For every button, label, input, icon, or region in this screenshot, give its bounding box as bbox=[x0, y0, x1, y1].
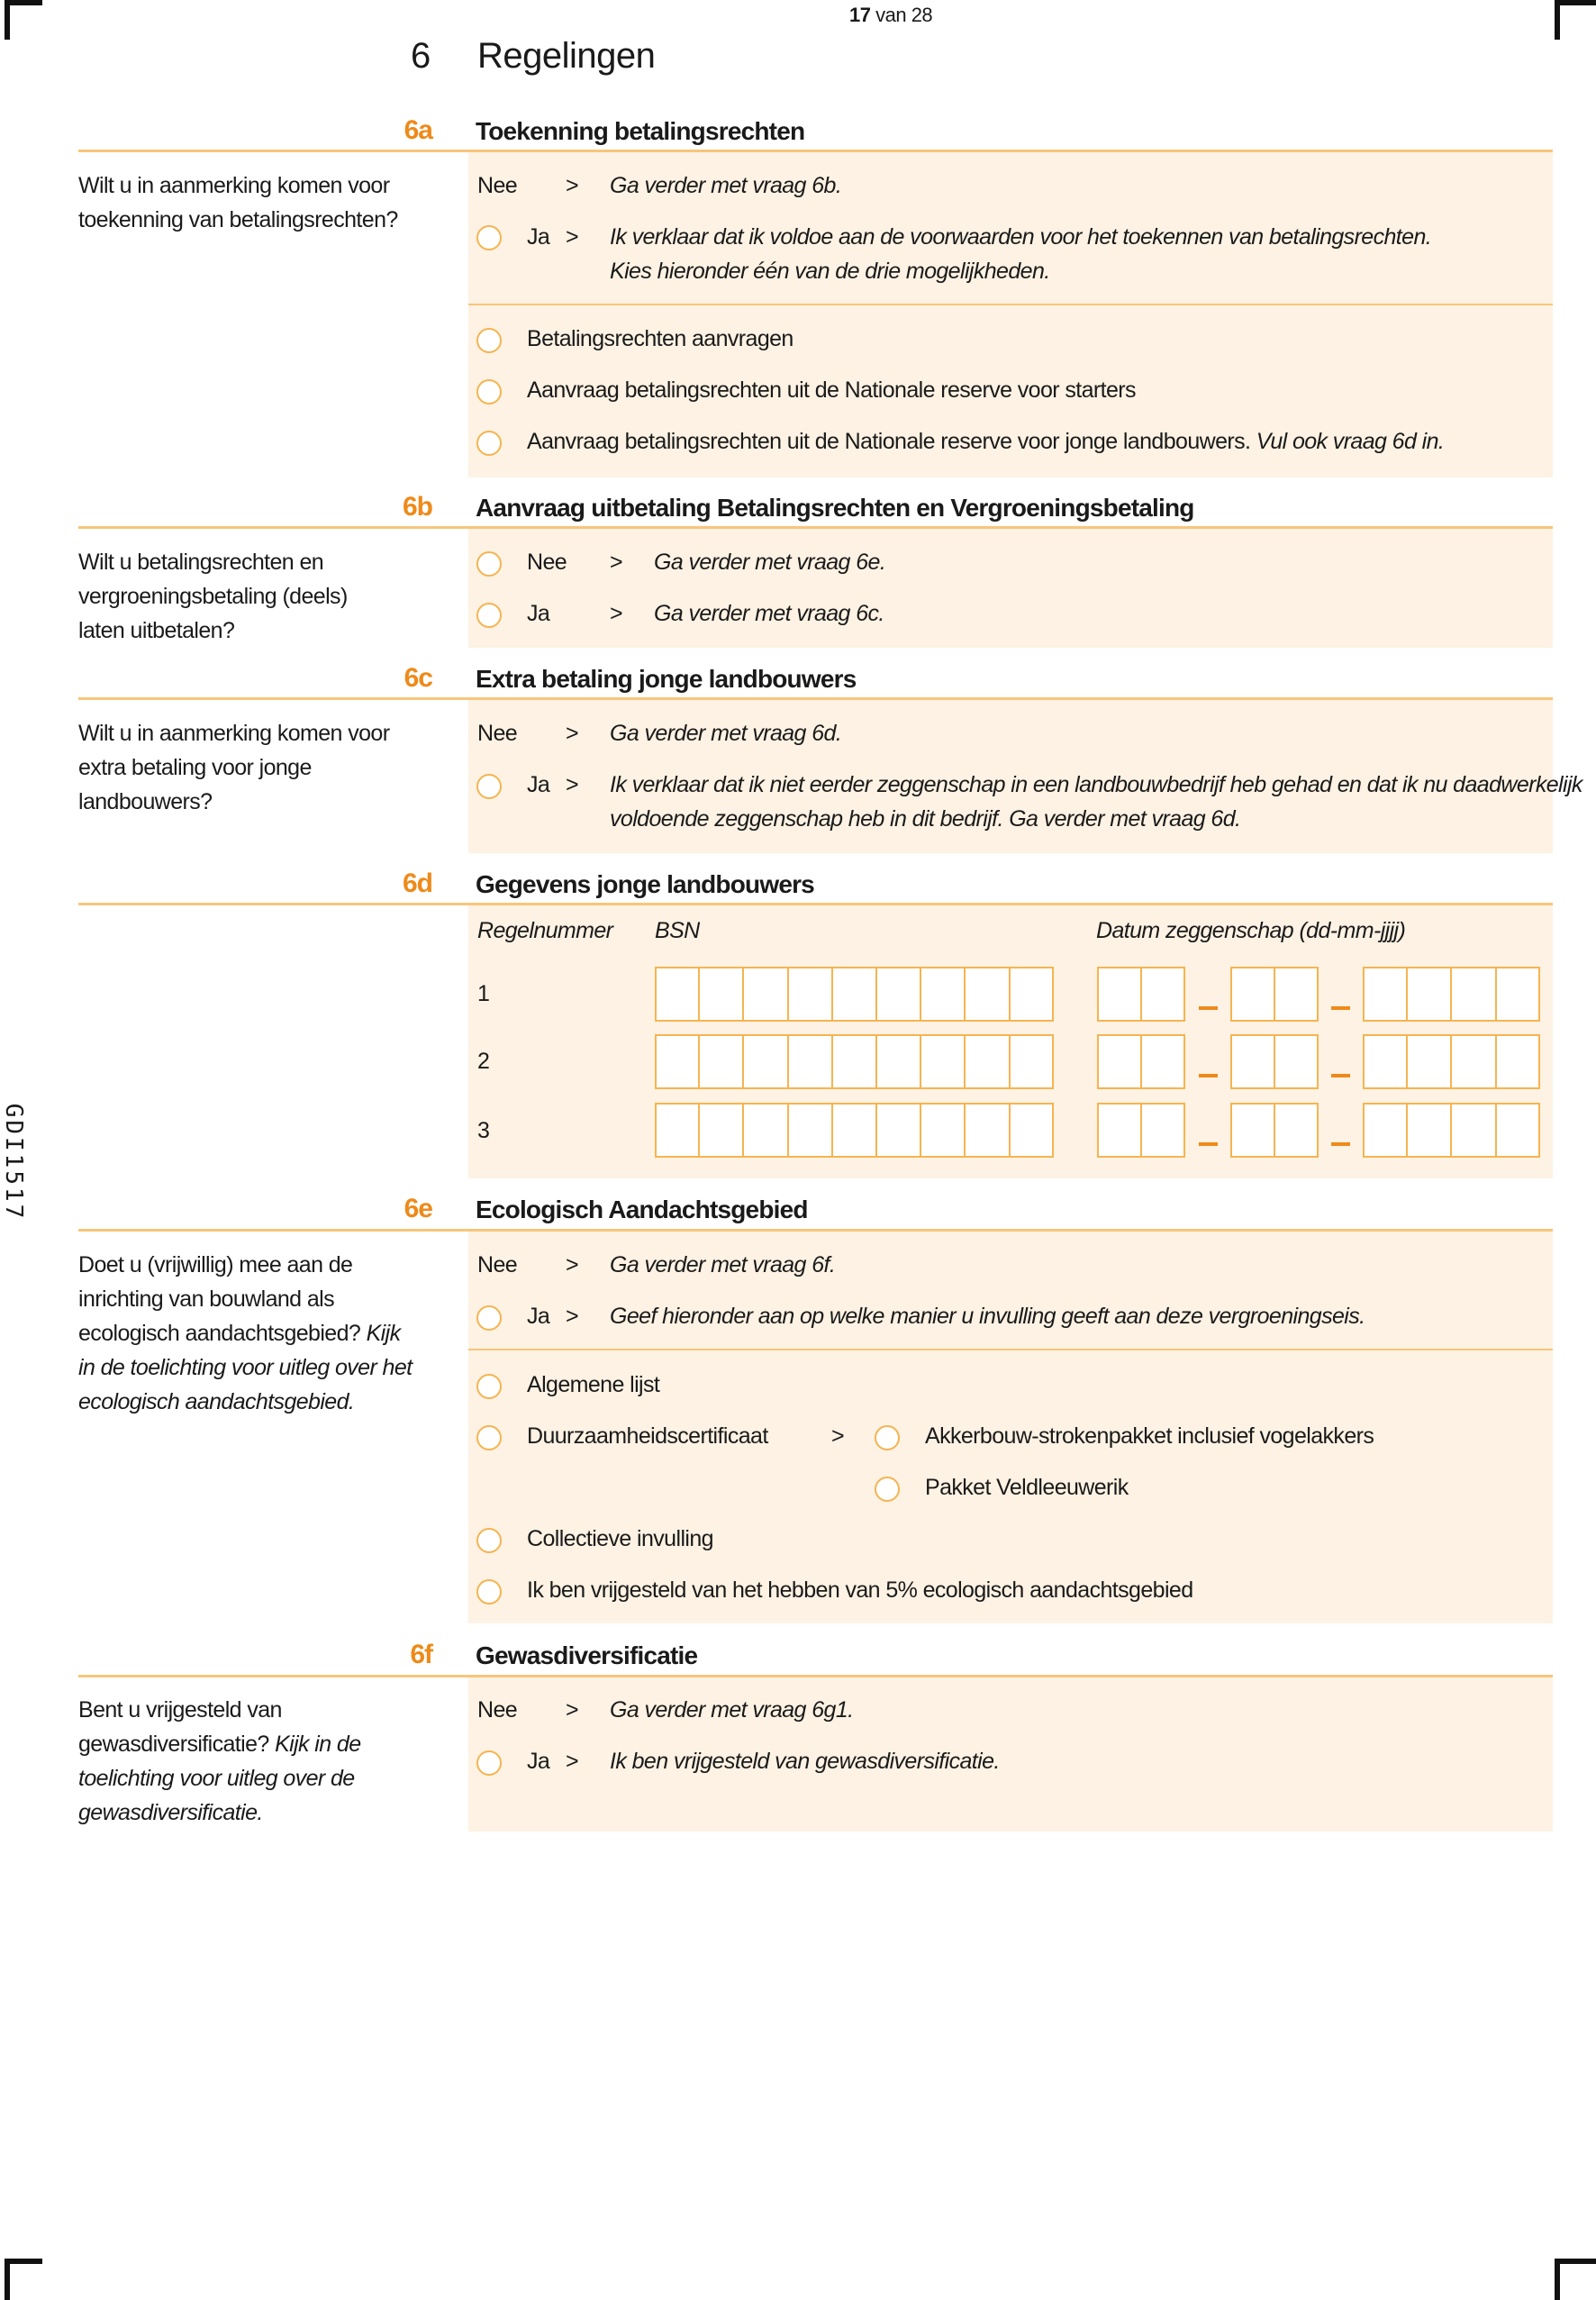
radio-option[interactable] bbox=[476, 1579, 502, 1605]
sub-option-label: Akkerbouw-strokenpakket inclusief vogelakkers bbox=[925, 1423, 1374, 1449]
question-title: Gegevens jonge landbouwers bbox=[476, 870, 814, 898]
crop-mark-bottom-left bbox=[5, 2259, 10, 2300]
question-text: Wilt u in aanmerking komen voor extra betaling voor jonge landbouwers? bbox=[78, 721, 390, 814]
question-text: Wilt u betalingsrechten en vergroeningsbetaling (deels) laten uitbetalen? bbox=[78, 550, 348, 643]
answer-box bbox=[468, 529, 1553, 648]
dash-separator bbox=[1331, 1142, 1350, 1146]
option-label bbox=[527, 428, 1444, 455]
date-year-input[interactable] bbox=[1363, 967, 1540, 1022]
date-year-input[interactable] bbox=[1363, 1103, 1540, 1158]
row-number: 3 bbox=[477, 1118, 490, 1143]
question-number: 6c bbox=[404, 663, 432, 693]
arrow-icon: > bbox=[610, 550, 622, 575]
arrow-icon: > bbox=[566, 772, 578, 797]
arrow-icon: > bbox=[831, 1423, 844, 1449]
row-number: 1 bbox=[477, 981, 490, 1006]
question-text bbox=[78, 1248, 421, 1419]
crop-mark-top-right bbox=[1555, 0, 1560, 40]
question-text bbox=[78, 1693, 385, 1830]
dash-separator bbox=[1199, 1142, 1218, 1146]
bsn-input[interactable] bbox=[655, 1034, 1054, 1089]
arrow-icon: > bbox=[566, 1304, 578, 1329]
nee-instruction: Ga verder met vraag 6d. bbox=[610, 721, 842, 746]
question-title: Extra betaling jonge landbouwers bbox=[476, 665, 857, 693]
question-title: Aanvraag uitbetaling Betalingsrechten en Vergroeningsbetaling bbox=[476, 494, 1194, 522]
crop-mark-bottom-left-h bbox=[5, 2259, 42, 2264]
nee-label: Nee bbox=[477, 1697, 518, 1723]
crop-mark-bottom-right-h bbox=[1555, 2259, 1596, 2264]
radio-option[interactable] bbox=[476, 1425, 502, 1450]
nee-label: Nee bbox=[527, 550, 567, 575]
dash-separator bbox=[1331, 1006, 1350, 1010]
question-title: Ecologisch Aandachtsgebied bbox=[476, 1195, 808, 1223]
radio-ja[interactable] bbox=[476, 1750, 502, 1776]
date-month-input[interactable] bbox=[1230, 1034, 1319, 1089]
page-number bbox=[849, 4, 932, 27]
ja-declaration: Ik verklaar dat ik niet eerder zeggenschap in een landbouwbedrijf heb gehad en dat ik nu daadwerkelijk bbox=[610, 772, 1582, 797]
date-day-input[interactable] bbox=[1097, 967, 1185, 1022]
question-number: 6a bbox=[404, 115, 432, 145]
nee-label: Nee bbox=[477, 173, 518, 198]
ja-declaration: Ik ben vrijgesteld van gewasdiversificatie. bbox=[610, 1749, 1000, 1774]
chapter-title: Regelingen bbox=[477, 36, 656, 76]
dash-separator bbox=[1199, 1074, 1218, 1077]
crop-mark-top-right-h bbox=[1555, 0, 1596, 5]
ja-declaration-2: Kies hieronder één van de drie mogelijkheden. bbox=[610, 259, 1050, 284]
ja-instruction: Ga verder met vraag 6c. bbox=[654, 601, 884, 626]
date-day-input[interactable] bbox=[1097, 1103, 1185, 1158]
option-divider bbox=[468, 1349, 1553, 1350]
radio-nee[interactable] bbox=[476, 551, 502, 577]
ja-label: Ja bbox=[527, 1304, 550, 1329]
option-label-text: Aanvraag betalingsrechten uit de Nationale reserve voor jonge landbouwers. bbox=[527, 429, 1251, 454]
ja-label: Ja bbox=[527, 224, 550, 250]
option-divider bbox=[468, 304, 1553, 305]
arrow-icon: > bbox=[566, 1252, 578, 1277]
nee-instruction: Ga verder met vraag 6g1. bbox=[610, 1697, 854, 1723]
radio-option[interactable] bbox=[476, 1374, 502, 1399]
date-year-input[interactable] bbox=[1363, 1034, 1540, 1089]
question-note: Kijk in de toelichting voor uitleg over de gewasdiversificatie. bbox=[78, 1732, 361, 1825]
page-total: van 28 bbox=[875, 4, 933, 26]
bsn-input[interactable] bbox=[655, 967, 1054, 1022]
date-day-input[interactable] bbox=[1097, 1034, 1185, 1089]
date-month-input[interactable] bbox=[1230, 1103, 1319, 1158]
question-text: Wilt u in aanmerking komen voor toekenning van betalingsrechten? bbox=[78, 173, 398, 232]
radio-ja[interactable] bbox=[476, 603, 502, 628]
nee-label: Nee bbox=[477, 721, 518, 746]
crop-mark-top-left-h bbox=[5, 0, 42, 5]
column-header-regelnummer: Regelnummer bbox=[477, 918, 613, 943]
nee-instruction: Ga verder met vraag 6e. bbox=[654, 550, 886, 575]
nee-instruction: Ga verder met vraag 6b. bbox=[610, 173, 842, 198]
question-number: 6b bbox=[402, 492, 432, 522]
column-header-bsn: BSN bbox=[655, 918, 700, 943]
arrow-icon: > bbox=[566, 224, 578, 250]
radio-ja[interactable] bbox=[476, 1305, 502, 1331]
option-note: Vul ook vraag 6d in. bbox=[1256, 429, 1445, 454]
dash-separator bbox=[1199, 1006, 1218, 1010]
date-month-input[interactable] bbox=[1230, 967, 1319, 1022]
radio-ja[interactable] bbox=[476, 225, 502, 250]
crop-mark-top-left bbox=[5, 0, 10, 40]
radio-sub-option[interactable] bbox=[875, 1425, 900, 1450]
question-note: Kijk in de toelichting voor uitleg over het ecologisch aandachtsgebied. bbox=[78, 1321, 413, 1414]
option-label: Algemene lijst bbox=[527, 1372, 660, 1397]
question-number: 6f bbox=[410, 1640, 432, 1669]
radio-option[interactable] bbox=[476, 328, 502, 353]
question-title: Gewasdiversificatie bbox=[476, 1641, 698, 1669]
radio-option[interactable] bbox=[476, 431, 502, 456]
question-number: 6e bbox=[404, 1194, 432, 1223]
question-main: Doet u (vrijwillig) mee aan de inrichting van bouwland als ecologisch aandachtsgebied? bbox=[78, 1252, 361, 1346]
question-main: Bent u vrijgesteld van gewasdiversificatie? bbox=[78, 1697, 282, 1757]
ja-declaration: Ik verklaar dat ik voldoe aan de voorwaarden voor het toekennen van betalingsrechten. bbox=[610, 224, 1432, 250]
form-code: GDI1517 bbox=[0, 1103, 27, 1222]
arrow-icon: > bbox=[566, 1697, 578, 1723]
row-number: 2 bbox=[477, 1049, 490, 1074]
arrow-icon: > bbox=[566, 1749, 578, 1774]
nee-instruction: Ga verder met vraag 6f. bbox=[610, 1252, 836, 1277]
bsn-input[interactable] bbox=[655, 1103, 1054, 1158]
chapter-number: 6 bbox=[411, 36, 431, 76]
page-current: 17 bbox=[849, 4, 871, 26]
ja-label: Ja bbox=[527, 601, 550, 626]
arrow-icon: > bbox=[610, 601, 622, 626]
question-title: Toekenning betalingsrechten bbox=[476, 117, 805, 145]
option-label: Duurzaamheidscertificaat bbox=[527, 1423, 768, 1449]
nee-label: Nee bbox=[477, 1252, 518, 1277]
ja-label: Ja bbox=[527, 772, 550, 797]
ja-instruction: Geef hieronder aan op welke manier u invulling geeft aan deze vergroeningseis. bbox=[610, 1304, 1365, 1329]
option-label: Aanvraag betalingsrechten uit de Nationale reserve voor starters bbox=[527, 377, 1136, 403]
radio-ja[interactable] bbox=[476, 774, 502, 799]
question-number: 6d bbox=[402, 868, 432, 898]
column-header-datum: Datum zeggenschap (dd-mm-jjjj) bbox=[1096, 918, 1406, 943]
sub-option-label: Pakket Veldleeuwerik bbox=[925, 1475, 1129, 1500]
ja-declaration-2: voldoende zeggenschap heb in dit bedrijf. Ga verder met vraag 6d. bbox=[610, 806, 1241, 832]
arrow-icon: > bbox=[566, 173, 578, 198]
radio-option[interactable] bbox=[476, 1528, 502, 1553]
radio-sub-option[interactable] bbox=[875, 1477, 900, 1502]
radio-option[interactable] bbox=[476, 379, 502, 405]
crop-mark-bottom-right bbox=[1555, 2259, 1560, 2300]
option-label: Collectieve invulling bbox=[527, 1526, 713, 1551]
arrow-icon: > bbox=[566, 721, 578, 746]
option-label: Betalingsrechten aanvragen bbox=[527, 326, 793, 351]
dash-separator bbox=[1331, 1074, 1350, 1077]
ja-label: Ja bbox=[527, 1749, 550, 1774]
option-label: Ik ben vrijgesteld van het hebben van 5% ecologisch aandachtsgebied bbox=[527, 1577, 1193, 1603]
